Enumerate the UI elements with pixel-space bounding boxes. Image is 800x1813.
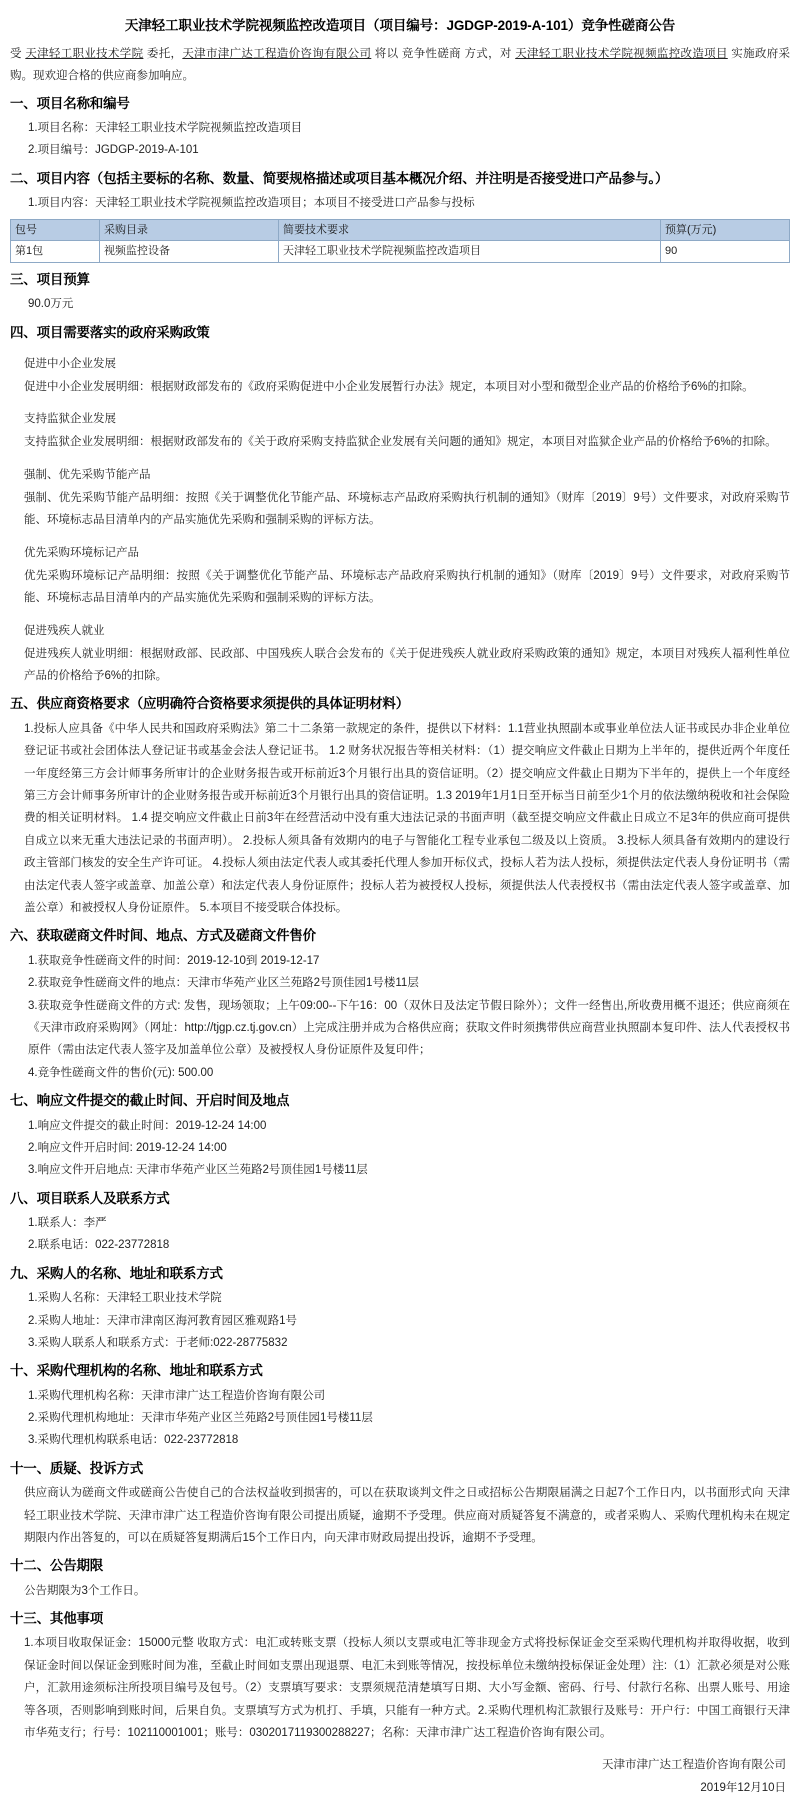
table-header-package-no: 包号 — [11, 219, 100, 241]
section-7-item-1: 1.响应文件提交的截止时间：2019-12-24 14:00 — [28, 1119, 267, 1132]
policy-detail-disabled-employment: 促进残疾人就业明细：根据财政部、民政部、中国残疾人联合会发布的《关于促进残疾人就业政府采购政策的通知》规定，本项目对残疾人福利性单位产品的价格给予6%的扣除。 — [24, 647, 790, 682]
section-6-item-2: 2.获取竞争性磋商文件的地点：天津市华苑产业区兰苑路2号顶佳园1号楼11层 — [28, 977, 419, 990]
section-7-item-2: 2.响应文件开启时间: 2019-12-24 14:00 — [28, 1141, 227, 1154]
table-header-tech-requirement: 简要技术要求 — [279, 219, 661, 241]
section-heading-1: 一、项目名称和编号 — [10, 95, 130, 111]
section-1-item-1: 1.项目名称：天津轻工职业技术学院视频监控改造项目 — [28, 122, 303, 135]
section-heading-9: 九、采购人的名称、地址和联系方式 — [10, 1265, 223, 1281]
section-9-item-2: 2.采购人地址：天津市津南区海河教育园区雅观路1号 — [28, 1314, 297, 1327]
section-heading-12: 十二、公告期限 — [10, 1558, 104, 1574]
section-6-item-1: 1.获取竞争性磋商文件的时间：2019-12-10到 2019-12-17 — [28, 954, 320, 967]
signature-block — [10, 1754, 790, 1799]
policy-detail-eco-label: 优先采购环境标记产品明细：按照《关于调整优化节能产品、环境标志产品政府采购执行机制的通知》（财库〔2019〕9号）文件要求，对政府采购节能、环境标志品目清单内的产品实施优先采购和强制采购的评标方法。 — [24, 569, 790, 605]
policy-title-prison: 支持监狱企业发展 — [24, 413, 116, 426]
policy-detail-sme: 促进中小企业发展明细：根据财政部发布的《政府采购促进中小企业发展暂行办法》规定，本项目对小型和微型企业产品的价格给予6%的扣除。 — [24, 381, 754, 394]
signature-date: 2019年12月10日 — [700, 1781, 786, 1794]
section-heading-7: 七、响应文件提交的截止时间、开启时间及地点 — [10, 1093, 290, 1109]
table-header-catalog: 采购目录 — [100, 219, 279, 241]
section-13-body: 1.本项目收取保证金：15000元整 收取方式：电汇或转账支票（投标人须以支票或电汇等非现金方式将投标保证金交至采购代理机构并取得收据，收到保证金时间以保证金到账时间为准，至截止时间如支票出现退票、电汇未到账等情况，按投标单位未缴纳投标保证金处理）注:（1）汇款必须是对公账户，汇款用途须标注所投项目编号及包号。（2）支票填写要求：支票须规范清楚填写日期、大小写金额、密码、行号、付款行名称、出票人账号、用途等各项，否则影响到账时间，后果自负。支票填写方式为机打、手填，只能有一种方式。2.采购代理机构汇款银行及账号：开户行：中国工商银行天津市华苑支行；行号：102110001001；账号：0302017119300288227；名称：天津市津广达工程造价咨询有限公司。 — [24, 1637, 790, 1740]
policy-list — [24, 353, 790, 687]
section-9-item-3: 3.采购人联系人和联系方式：于老师:022-28775832 — [28, 1336, 288, 1349]
section-heading-2: 二、项目内容（包括主要标的名称、数量、简要规格描述或项目基本概况介绍、并注明是否接受进口产品参与。） — [10, 170, 669, 186]
section-12-body: 公告期限为3个工作日。 — [24, 1584, 146, 1597]
policy-title-disabled-employment: 促进残疾人就业 — [24, 624, 105, 637]
package-table — [10, 219, 790, 263]
section-heading-11: 十一、质疑、投诉方式 — [10, 1460, 143, 1476]
section-11-body: 供应商认为磋商文件或磋商公告使自己的合法权益收到损害的，可以在获取谈判文件之日或招标公告期限届满之日起7个工作日内，以书面形式向 天津轻工职业技术学院、天津市津广达工程造价咨询有限公司提出质疑，逾期不予受理。供应商对质疑答复不满意的，或者采购人、采购代理机构未在规定期限内作出答复的，可以在质疑答复期满后15个工作日内，向天津市财政局提出投诉，逾期不予受理。 — [24, 1487, 790, 1544]
page-title: 天津轻工职业技术学院视频监控改造项目（项目编号：JGDGP-2019-A-101）竞争性磋商公告 — [124, 18, 676, 33]
intro-agency-link: 天津市津广达工程造价咨询有限公司 — [182, 48, 372, 61]
section-heading-5: 五、供应商资格要求（应明确符合资格要求须提供的具体证明材料） — [10, 696, 409, 712]
cell-catalog: 视频监控设备 — [100, 241, 279, 263]
section-1-item-2: 2.项目编号：JGDGP-2019-A-101 — [28, 144, 199, 157]
section-6-item-4: 4.竞争性磋商文件的售价(元): 500.00 — [28, 1066, 214, 1079]
intro-purchaser-link: 天津轻工职业技术学院 — [25, 48, 144, 61]
section-6-item-3: 3.获取竞争性磋商文件的方式: 发售，现场领取；上午09:00--下午16：00（双休日及法定节假日除外）；文件一经售出,所收费用概不退还；供应商须在《天津市政府采购网》（网址：http://tjgp.cz.tj.gov.cn）上完成注册并成为合格供应商；获取文件时须携带供应商营业执照副本复印件、法人代表授权书原件（需由法定代表人签字及加盖单位公章）及被授权人身份证原件及复印件； — [28, 999, 790, 1057]
cell-budget: 90 — [661, 241, 790, 263]
section-3-budget-value: 90.0万元 — [28, 297, 74, 310]
intro-paragraph — [10, 44, 790, 87]
intro-project-link: 天津轻工职业技术学院视频监控改造项目 — [515, 48, 728, 61]
section-heading-4: 四、项目需要落实的政府采购政策 — [10, 324, 210, 340]
section-heading-10: 十、采购代理机构的名称、地址和联系方式 — [10, 1363, 263, 1379]
policy-title-energy-saving: 强制、优先采购节能产品 — [24, 468, 151, 481]
intro-text-1: 受 — [10, 48, 26, 61]
section-2-item-1: 1.项目内容：天津轻工职业技术学院视频监控改造项目；本项目不接受进口产品参与投标 — [28, 197, 475, 210]
policy-title-sme: 促进中小企业发展 — [24, 358, 116, 371]
intro-text-2: 委托， — [143, 48, 183, 61]
section-10-item-2: 2.采购代理机构地址：天津市华苑产业区兰苑路2号顶佳园1号楼11层 — [28, 1412, 373, 1425]
table-header-row — [11, 219, 790, 241]
section-7-item-3: 3.响应文件开启地点: 天津市华苑产业区兰苑路2号顶佳园1号楼11层 — [28, 1164, 368, 1177]
signature-organization: 天津市津广达工程造价咨询有限公司 — [602, 1759, 786, 1772]
section-heading-6: 六、获取磋商文件时间、地点、方式及磋商文件售价 — [10, 928, 316, 944]
section-10-item-1: 1.采购代理机构名称：天津市津广达工程造价咨询有限公司 — [28, 1389, 326, 1402]
table-row — [11, 241, 790, 263]
intro-text-3: 将以 竞争性磋商 方式，对 — [371, 48, 516, 61]
section-heading-3: 三、项目预算 — [10, 271, 90, 287]
section-8-item-2: 2.联系电话：022-23772818 — [28, 1239, 170, 1252]
section-heading-8: 八、项目联系人及联系方式 — [10, 1190, 170, 1206]
section-9-item-1: 1.采购人名称：天津轻工职业技术学院 — [28, 1292, 222, 1305]
section-10-item-3: 3.采购代理机构联系电话：022-23772818 — [28, 1434, 239, 1447]
policy-title-eco-label: 优先采购环境标记产品 — [24, 546, 139, 559]
section-5-body: 1.投标人应具备《中华人民共和国政府采购法》第二十二条第一款规定的条件，提供以下材料：1.1营业执照副本或事业单位法人证书或民办非企业单位登记证书或社会团体法人登记证书或基金会法人登记证书。 1.2 财务状况报告等相关材料：（1）提交响应文件截止日期为上半年的，提供近两个年度任一年度经第三方会计师事务所审计的企业财务报告或开标前近3个月银行出具的资信证明。（2）提交响应文件截止日期为下半年的，提供上一个年度经第三方会计师事务所审计的企业财务报告或开标前近3个月银行出具的资信证明。1.3 2019年1月1日至开标当日前至少1个月的依法缴纳税收和社会保险费的相关证明材料。 1.4 提交响应文件截止日前3年在经营活动中没有重大违法记录的书面声明（截至提交响应文件截止日成立不足3年的供应商可提供自成立以来无重大违法记录的书面声明）。 2.投标人须具备有效期内的电子与智能化工程专业承包二级及以上资质。 3.投标人须具备有效期内的建设行政主管部门核发的安全生产许可证。 4.投标人须由法定代表人或其委托代理人参加开标仪式，投标人若为法人投标，须提供法定代表人身份证明书（需由法定代表人签字或盖章、加盖公章）和法定代表人身份证原件；投标人若为被授权人投标，须提供法人代表授权书（需由法定代表人签字或盖章、加盖公章）和被授权人身份证原件。 5.本项目不接受联合体投标。 — [24, 722, 790, 915]
section-8-item-1: 1.联系人：李严 — [28, 1217, 107, 1230]
section-heading-13: 十三、其他事项 — [10, 1611, 104, 1627]
policy-detail-prison: 支持监狱企业发展明细：根据财政部发布的《关于政府采购支持监狱企业发展有关问题的通知》规定，本项目对监狱企业产品的价格给予6%的扣除。 — [24, 436, 777, 449]
cell-package-no: 第1包 — [11, 241, 100, 263]
table-header-budget: 预算(万元) — [661, 219, 790, 241]
policy-detail-energy-saving: 强制、优先采购节能产品明细：按照《关于调整优化节能产品、环境标志产品政府采购执行机制的通知》（财库〔2019〕9号）文件要求，对政府采购节能、环境标志品目清单内的产品实施优先采购和强制采购的评标方法。 — [24, 491, 790, 527]
cell-tech-requirement: 天津轻工职业技术学院视频监控改造项目 — [279, 241, 661, 263]
intro-text-4: 实施政府采购。现欢迎合格的供应商参加响应。 — [10, 48, 791, 82]
